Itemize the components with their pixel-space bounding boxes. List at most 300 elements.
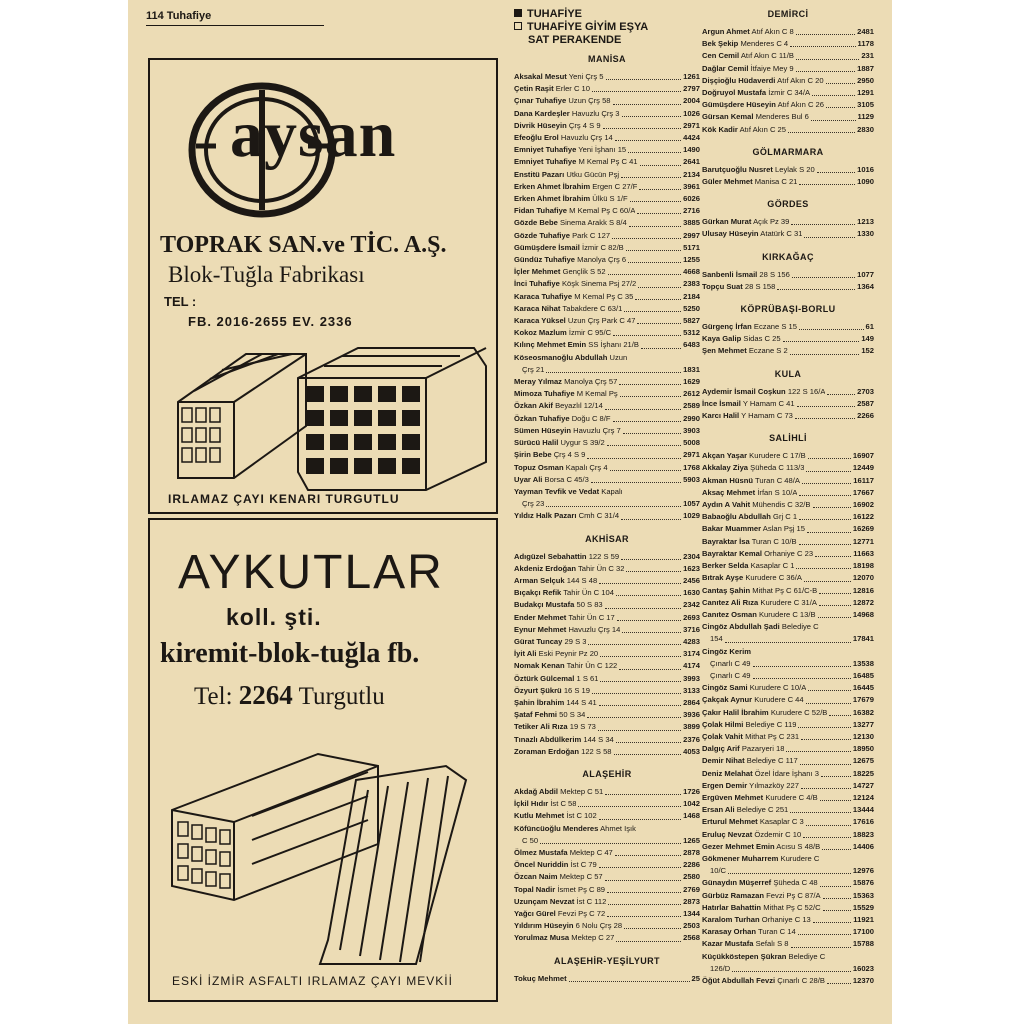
listing-entry	[702, 321, 874, 333]
entry-phone-number: 1261	[683, 72, 700, 81]
entry-name: Karalom Turhan	[702, 914, 760, 924]
dot-leader	[600, 648, 681, 657]
entry-name: Köseosmanoğlu Abdullah	[514, 352, 608, 362]
listing-entry	[514, 327, 700, 339]
dot-leader	[626, 563, 681, 572]
entry-name: Erken Ahmet İbrahim	[514, 194, 591, 204]
entry-phone-number: 2342	[683, 600, 700, 610]
listing-entry	[702, 523, 874, 535]
dot-leader	[599, 810, 681, 819]
entry-phone-number: 2950	[857, 75, 874, 85]
entry-name: Uzunçam Nevzat	[514, 896, 575, 906]
entry-address: Çrş 4 S 9	[553, 450, 586, 460]
entry-address: M Kemal Pş C 41	[578, 157, 638, 167]
entry-phone-number: 2134	[683, 169, 700, 179]
entry-phone-number: 16445	[852, 683, 874, 693]
dot-leader	[616, 734, 681, 743]
listing-entry	[702, 731, 874, 743]
listing-entry	[514, 721, 700, 733]
dot-leader	[827, 975, 851, 984]
middle-sections	[514, 53, 700, 985]
listing-entry	[702, 176, 874, 188]
entry-address: Çınarlı C 49	[710, 658, 751, 668]
entry-name: Karaca Yüksel	[514, 316, 566, 326]
entry-name: Yıldırım Hüseyin	[514, 921, 574, 931]
entry-address: Kasaplar C 1	[750, 561, 795, 571]
entry-name: Gürsan Kemal	[702, 112, 754, 122]
dot-leader	[823, 890, 851, 899]
dot-leader	[796, 26, 855, 35]
entry-name: Mimoza Tuhafiye	[514, 389, 575, 399]
entry-phone-number: 2004	[683, 96, 700, 106]
entry-phone-number: 16117	[853, 475, 874, 485]
listing-entry	[702, 658, 874, 670]
entry-name: Bıtrak Ayşe	[702, 573, 744, 583]
dot-leader	[617, 612, 681, 621]
entry-name: Köfüncüoğlu Menderes	[514, 823, 599, 833]
dot-leader	[798, 719, 850, 728]
entry-phone-number: 5250	[683, 303, 700, 313]
dot-leader	[640, 156, 682, 165]
brick-blocks-illustration-icon	[174, 342, 490, 492]
entry-address: Tabakdere C 63/1	[562, 303, 623, 313]
entry-phone-number: 5903	[683, 474, 700, 484]
entry-name: Çakçak Aynur	[702, 695, 753, 705]
entry-address: Kurudere C 36/A	[745, 573, 802, 583]
entry-name: Aksakal Mesut	[514, 72, 567, 81]
entry-phone-number: 15529	[852, 902, 874, 912]
entry-address: Kapalı	[601, 486, 623, 496]
listing-entry	[514, 871, 700, 883]
entry-name: Dalgıç Arif	[702, 744, 740, 754]
aysan-company-name: TOPRAK SAN.ve TİC. A.Ş.	[160, 232, 447, 258]
entry-phone-number: 231	[861, 51, 874, 61]
dot-leader	[732, 963, 851, 972]
listing-entry	[702, 707, 874, 719]
entry-name: Şahin İbrahim	[514, 697, 565, 707]
entry-phone-number: 2693	[683, 612, 700, 622]
entry-address: Leylak S 20	[775, 164, 815, 174]
entry-address: Doğu C 8/F	[571, 413, 611, 423]
listing-entry	[514, 205, 700, 217]
section-heading: DEMİRCİ	[767, 9, 809, 19]
listing-entry	[702, 124, 874, 136]
entry-name: Gündüz Tuhafiye	[514, 255, 576, 265]
entry-address: İst C 112	[576, 896, 607, 906]
listing-entry	[514, 376, 700, 388]
dot-leader	[788, 124, 855, 133]
listing-entry	[514, 144, 700, 156]
entry-phone-number: 12449	[852, 463, 874, 473]
dot-leader	[818, 609, 851, 618]
entry-address: Eski Peynir Pz 20	[538, 649, 599, 659]
entry-address: 122 S 58	[581, 746, 612, 756]
listing-entry	[514, 437, 700, 449]
dot-leader	[802, 475, 851, 484]
listing-entry	[514, 156, 700, 168]
entry-address: Manisa C 21	[754, 177, 798, 187]
dot-leader	[791, 216, 855, 225]
entry-name: İyit Ali	[514, 649, 537, 659]
entry-address: Yılmazköy 227	[749, 780, 799, 790]
entry-name: Özkan Tuhafiye	[514, 413, 570, 423]
dot-leader	[820, 792, 851, 801]
entry-phone-number: 13538	[852, 658, 874, 668]
entry-name: Ender Mehmet	[514, 612, 567, 622]
listing-entry	[514, 823, 700, 835]
entry-name: Akkalay Ziya	[702, 463, 749, 473]
entry-name: Aksaç Mehmet	[702, 487, 756, 497]
empty-square-icon	[514, 22, 522, 30]
entry-address: Turan C 48/A	[755, 475, 800, 485]
dot-leader	[578, 798, 681, 807]
dot-leader	[624, 303, 681, 312]
dot-leader	[603, 120, 682, 129]
aykutlar-products: kiremit-blok-tuğla fb.	[160, 638, 420, 669]
listing-entry	[702, 99, 874, 111]
entry-phone-number: 1768	[683, 462, 700, 472]
dot-leader	[804, 572, 851, 581]
entry-address: Yeni Çrş 5	[568, 72, 604, 81]
entry-address: Havuzlu Çrş 14	[568, 624, 621, 634]
listing-entry	[702, 719, 874, 731]
listing-entry	[702, 621, 874, 633]
section-heading: AKHİSAR	[585, 533, 629, 544]
dot-leader	[608, 266, 681, 275]
entry-name: Babaoğlu Abdullah	[702, 512, 771, 522]
entry-phone-number: 1364	[857, 281, 874, 291]
entry-address: Eczane S 2	[748, 346, 788, 356]
entry-name: Şen Mehmet	[702, 346, 747, 356]
entry-address: Cmh C 31/4	[578, 511, 620, 521]
listing-entry	[702, 780, 874, 792]
entry-address: 28 S 156	[759, 269, 790, 279]
entry-phone-number: 12124	[852, 792, 874, 802]
listing-entry	[702, 755, 874, 767]
dot-leader	[615, 132, 681, 141]
entry-name: Berker Selda	[702, 561, 749, 571]
entry-phone-number: 2503	[683, 921, 700, 931]
entry-name: Topal Nadir	[514, 884, 556, 894]
entry-phone-number: 2580	[683, 872, 700, 882]
entry-phone-number: 1726	[683, 786, 700, 796]
entry-phone-number: 1490	[683, 145, 700, 155]
listing-entry	[514, 120, 700, 132]
entry-phone-number: 2769	[683, 884, 700, 894]
entry-name: Sürücü Halil	[514, 438, 559, 448]
entry-address: Kurudere C 17/B	[749, 451, 806, 461]
entry-name: Emniyet Tuhafiye	[514, 145, 577, 155]
entry-address: 154	[710, 634, 723, 644]
listing-entry	[514, 132, 700, 144]
dot-leader	[808, 682, 851, 691]
entry-phone-number: 11921	[853, 914, 874, 924]
entry-phone-number: 1468	[683, 811, 700, 821]
aysan-phone-numbers: FB. 2016-2655 EV. 2336	[188, 314, 353, 329]
entry-phone-number: 18823	[852, 829, 874, 839]
legend-item-giyim-cont: SAT PERAKENDE	[528, 34, 622, 46]
listing-entry	[514, 636, 700, 648]
entry-address: Kurudere C 31/A	[760, 597, 817, 607]
listing-entry	[702, 633, 874, 645]
entry-address: Grj C 1	[773, 512, 798, 522]
entry-name: Güler Mehmet	[702, 177, 753, 187]
entry-phone-number: 3716	[683, 624, 700, 634]
entry-phone-number: 12070	[852, 573, 874, 583]
entry-phone-number: 17841	[852, 634, 874, 644]
entry-phone-number: 1330	[857, 229, 874, 239]
entry-address: Uygur S 39/2	[560, 438, 605, 448]
entry-address: Mithat Pş C 61/C-B	[752, 585, 818, 595]
entry-name: Yayman Tevfik ve Vedat	[514, 486, 600, 496]
entry-name: Çolak Vahit	[702, 731, 743, 741]
entry-phone-number: 4174	[683, 661, 700, 671]
entry-address: M Kemal Pş	[576, 389, 618, 399]
entry-phone-number: 3174	[683, 649, 700, 659]
dot-leader	[804, 228, 855, 237]
entry-phone-number: 12675	[852, 756, 874, 766]
listing-entry	[514, 278, 700, 290]
entry-phone-number: 15788	[852, 939, 874, 949]
listing-entry	[514, 673, 700, 685]
listing-entry	[702, 75, 874, 87]
dot-leader	[613, 327, 681, 336]
entry-address: Mithat Pş C 52/C	[763, 902, 821, 912]
listing-entry	[702, 877, 874, 889]
entry-phone-number: 5827	[683, 316, 700, 326]
dot-leader	[599, 697, 681, 706]
entry-address: Tahir Ün C 104	[563, 588, 614, 598]
entry-phone-number: 13444	[852, 805, 874, 815]
entry-phone-number: 15363	[852, 890, 874, 900]
entry-name: Günaydın Müşerref	[702, 878, 772, 888]
listing-entry	[702, 164, 874, 176]
entry-phone-number: 1255	[683, 255, 700, 265]
entry-address: Belediye C 119	[745, 719, 797, 729]
dot-leader	[800, 755, 851, 764]
listing-entry	[514, 474, 700, 486]
entry-phone-number: 1887	[857, 63, 874, 73]
listing-entry	[514, 973, 700, 985]
listing-entry	[514, 648, 700, 660]
listing-entry	[514, 83, 700, 95]
entry-name: Gürkan Murat	[702, 217, 752, 227]
entry-name: Tetiker Ali Rıza	[514, 722, 568, 732]
listing-entry	[514, 685, 700, 697]
entry-address: 144 S 34	[583, 734, 614, 744]
entry-address: Turan C 14	[758, 927, 796, 937]
dot-leader	[592, 83, 681, 92]
dot-leader	[624, 920, 681, 929]
entry-name: Topçu Suat	[702, 281, 743, 291]
entry-address: Mektep C 51	[560, 786, 604, 796]
dot-leader	[587, 709, 681, 718]
entry-phone-number: 1623	[683, 563, 700, 573]
listing-entry	[702, 462, 874, 474]
listing-entry	[514, 169, 700, 181]
entry-phone-number: 16907	[852, 451, 874, 461]
entry-phone-number: 6483	[683, 340, 700, 350]
entry-name: Tınazlı Abdülkerim	[514, 734, 582, 744]
entry-phone-number: 4283	[683, 636, 700, 646]
entry-phone-number: 2641	[683, 157, 700, 167]
entry-address: Özel İdare İşhanı 3	[754, 768, 819, 778]
entry-address: Kurudere C	[780, 853, 820, 863]
entry-address: Belediye C	[781, 622, 819, 632]
entry-phone-number: 15876	[852, 878, 874, 888]
entry-phone-number: 2456	[683, 575, 700, 585]
entry-phone-number: 1629	[683, 377, 700, 387]
listing-entry	[702, 475, 874, 487]
dot-leader	[795, 410, 855, 419]
entry-name: Gözde Bebe	[514, 218, 558, 228]
section-heading: KIRKAĞAÇ	[762, 251, 814, 262]
entry-name: Enstitü Pazarı	[514, 169, 565, 179]
entry-address: Kurudere C 44	[754, 695, 804, 705]
entry-phone-number: 5008	[683, 438, 700, 448]
listing-entry	[702, 902, 874, 914]
dot-leader	[605, 871, 681, 880]
listing-entry	[514, 624, 700, 636]
dot-leader	[638, 278, 681, 287]
entry-name: Şataf Fehmi	[514, 710, 558, 720]
dot-leader	[799, 536, 851, 545]
entry-phone-number: 2481	[857, 27, 874, 36]
dot-leader	[614, 746, 682, 755]
listing-entry	[514, 847, 700, 859]
dot-leader	[820, 877, 851, 886]
entry-address: Atatürk C 31	[760, 229, 803, 239]
entry-phone-number: 17616	[852, 817, 874, 827]
entry-address: Mektep C 47	[569, 847, 613, 857]
entry-phone-number: 2587	[857, 398, 874, 408]
dot-leader	[591, 474, 681, 483]
dot-leader	[725, 633, 851, 642]
dot-leader	[815, 548, 851, 557]
entry-phone-number: 12370	[852, 976, 874, 985]
entry-phone-number: 149	[861, 334, 874, 344]
listing-entry	[702, 26, 874, 38]
entry-address: M Kemal Pş C 60/A	[569, 206, 636, 216]
listing-entry	[702, 816, 874, 828]
entry-name: Bek Şekip	[702, 39, 739, 49]
listing-entry	[514, 551, 700, 563]
dot-leader	[605, 400, 681, 409]
aysan-tel-label: TEL :	[164, 294, 197, 309]
dot-leader	[797, 398, 855, 407]
dot-leader	[629, 217, 681, 226]
listing-entry	[514, 486, 700, 498]
listing-entry	[702, 410, 874, 422]
entry-name: Kaya Galip	[702, 334, 742, 344]
entry-name: Gümüşdere Hüseyin	[702, 100, 776, 110]
entry-name: Özyurt Şükrü	[514, 685, 562, 695]
entry-phone-number: 12976	[852, 866, 874, 876]
listing-entry	[514, 697, 700, 709]
listing-entry	[514, 315, 700, 327]
listing-entry	[514, 587, 700, 599]
dot-leader	[616, 587, 681, 596]
dot-leader	[622, 108, 682, 117]
entry-phone-number: 16485	[852, 670, 874, 680]
entry-phone-number: 1344	[683, 909, 700, 918]
entry-address: 50 S 83	[576, 600, 603, 610]
entry-address: Sefalı S 8	[755, 939, 789, 949]
dot-leader	[799, 321, 864, 330]
entry-address: Park C 127	[572, 230, 611, 240]
entry-name: Karcı Halil	[702, 411, 740, 421]
entry-name: Efeoğlu Erol	[514, 133, 559, 143]
listing-entry	[514, 510, 700, 522]
entry-phone-number: 2997	[683, 230, 700, 240]
dot-leader	[619, 660, 681, 669]
dot-leader	[600, 673, 681, 682]
listing-entry	[702, 38, 874, 50]
entry-address: 10/C	[710, 866, 727, 876]
dot-leader	[626, 242, 681, 251]
listing-entry	[514, 193, 700, 205]
dot-leader	[639, 181, 681, 190]
entry-name: İçler Mehmet	[514, 267, 561, 277]
entry-address: Orhaniye C 13	[761, 914, 811, 924]
section-heading: MANİSA	[588, 54, 626, 64]
listing-entry	[702, 548, 874, 560]
entry-address: Kurudere C 13/B	[758, 609, 816, 619]
entry-address: Köşk Sinema Psj 27/2	[561, 279, 637, 289]
listing-entry	[702, 926, 874, 938]
entry-name: Gürat Tuncay	[514, 636, 563, 646]
entry-address: Atıf Akın C 11/B	[740, 51, 794, 61]
entry-name: Özcan Naim	[514, 872, 558, 882]
entry-name: Canıtez Ali Rıza	[702, 597, 759, 607]
entry-name: Zoraman Erdoğan	[514, 746, 579, 756]
dot-leader	[607, 884, 681, 893]
entry-phone-number: 2873	[683, 896, 700, 906]
listing-entry	[514, 884, 700, 896]
listing-entry	[702, 829, 874, 841]
entry-name: Arman Selçuk	[514, 575, 565, 585]
entry-address: Yeni İşhanı 15	[578, 145, 627, 155]
listing-entry	[702, 450, 874, 462]
listing-entry	[702, 87, 874, 99]
entry-name: Tokuç Mehmet	[514, 973, 567, 983]
entry-phone-number: 4424	[683, 133, 700, 143]
aykutlar-city: Turgutlu	[298, 683, 385, 710]
entry-address: Atıf Akın C 25	[739, 124, 787, 134]
section-heading: SALİHLİ	[769, 433, 807, 444]
entry-address: Çrş 21	[522, 364, 545, 374]
listing-entry	[514, 563, 700, 575]
dot-leader	[806, 816, 851, 825]
entry-phone-number: 2797	[683, 84, 700, 94]
entry-address: Turan C 10/B	[751, 536, 797, 546]
entry-name: Aydın A Vahit	[702, 500, 751, 510]
dot-leader	[588, 636, 681, 645]
entry-name: Gürbüz Ramazan	[702, 890, 765, 900]
entry-phone-number: 4668	[683, 267, 700, 277]
entry-name: Divrik Hüseyin	[514, 120, 567, 130]
entry-address: Kurudere C 4/B	[765, 792, 818, 802]
entry-name: Yağcı Gürel	[514, 909, 556, 918]
listing-entry	[702, 398, 874, 410]
entry-address: 144 S 48	[566, 575, 598, 585]
listing-entry	[514, 291, 700, 303]
header-rule	[146, 25, 324, 26]
entry-phone-number: 14968	[852, 609, 874, 619]
entry-name: Sanbenli İsmail	[702, 269, 758, 279]
section-heading: GÖLMARMARA	[752, 146, 824, 157]
entry-address: İtfaiye Mey 9	[750, 63, 794, 73]
